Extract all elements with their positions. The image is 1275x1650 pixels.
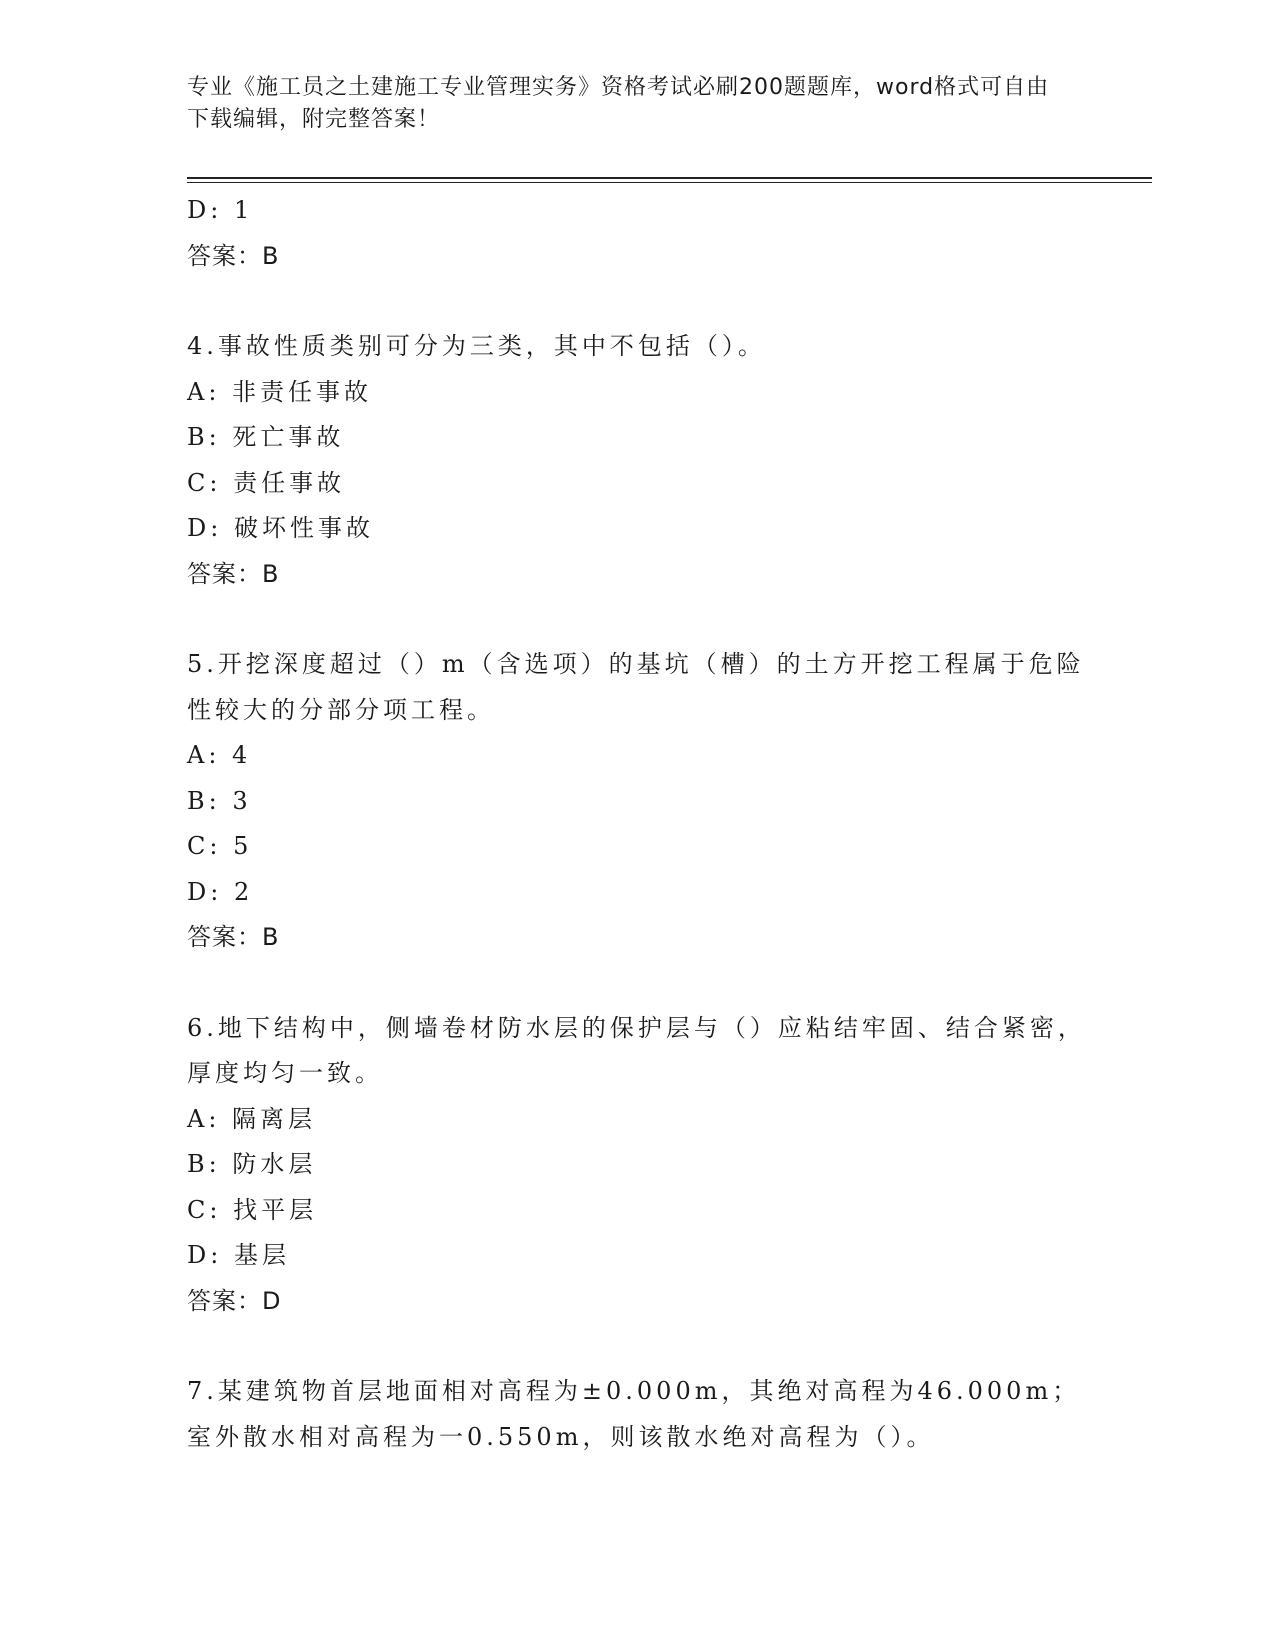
option-line: D: 基层 (187, 1241, 290, 1269)
question-6 (187, 1006, 1087, 1325)
question-7 (187, 1369, 1087, 1460)
option-line: D: 2 (187, 877, 254, 906)
question-stem: 4.事故性质类别可分为三类，其中不包括（）。 (187, 332, 766, 360)
option-line: D: 1 (187, 196, 254, 224)
option-line: C: 5 (187, 832, 253, 860)
option-line: A: 4 (187, 741, 252, 769)
option-line: B: 防水层 (187, 1150, 317, 1178)
header-rule-thin (187, 182, 1152, 183)
document-header: 专业《施工员之土建施工专业管理实务》资格考试必刷200题题库，word格式可自由下载编辑，附完整答案！ (187, 75, 1050, 132)
option-line: C: 责任事故 (187, 468, 346, 497)
question-5 (187, 642, 1087, 961)
question-stem: 5.开挖深度超过（）m（含选项）的基坑（槽）的土方开挖工程属于危险性较大的分部分项工程。 (187, 650, 1085, 724)
answer-line: 答案：B (187, 923, 280, 951)
answer-line: 答案：B (187, 241, 280, 270)
header-rule-thick (187, 177, 1152, 179)
option-line: D: 破坏性事故 (187, 514, 374, 542)
question-4 (187, 324, 1087, 597)
option-line: A: 非责任事故 (187, 377, 373, 406)
question-stem: 7.某建筑物首层地面相对高程为±0.000m，其绝对高程为46.000m；室外散水相对高程为一0.550m，则该散水绝对高程为（）。 (187, 1377, 1081, 1451)
answer-line: 答案：B (187, 559, 280, 588)
option-line: C: 找平层 (187, 1195, 318, 1224)
option-line: A: 隔离层 (187, 1104, 317, 1133)
question-stem: 6.地下结构中，侧墙卷材防水层的保护层与（）应粘结牢固、结合紧密，厚度均匀一致。 (187, 1013, 1086, 1087)
option-line: B: 3 (187, 786, 252, 815)
option-line: B: 死亡事故 (187, 423, 345, 451)
document-body (187, 188, 1087, 1460)
answer-line: 答案：D (187, 1286, 282, 1315)
